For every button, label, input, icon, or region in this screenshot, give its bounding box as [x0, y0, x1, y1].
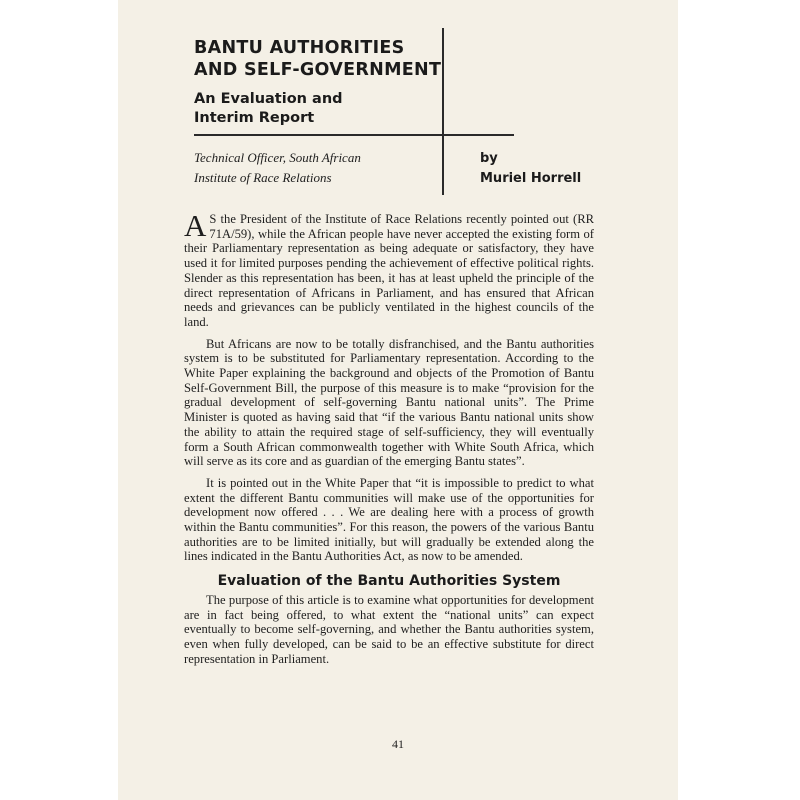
- subtitle-line-2: Interim Report: [194, 110, 315, 126]
- paragraph-3: It is pointed out in the White Paper that “it is impossible to predict to what extent the different Bantu communities will make use of the opportunities for development now offered . . . We are dealing here with a process of growth within the Bantu communities”. For this reason, the powers of the various Bantu authorities are to be limited initially, but will gradually be extended along the lines indicated in the Bantu Authorities Act, as now to be amended.: [184, 475, 594, 564]
- affiliation-line-2: Institute of Race Relations: [194, 170, 332, 185]
- author-block: [480, 149, 581, 189]
- author-affiliation: [194, 148, 361, 188]
- subtitle-line-1: An Evaluation and: [194, 91, 343, 107]
- title-line-2: AND SELF-GOVERNMENT: [194, 60, 442, 80]
- author-name: Muriel Horrell: [480, 171, 582, 186]
- article-body: [184, 208, 594, 673]
- vertical-divider: [442, 28, 444, 195]
- book-page: [118, 0, 678, 800]
- title-line-1: BANTU AUTHORITIES: [194, 38, 405, 58]
- section-heading: Evaluation of the Bantu Authorities System: [217, 573, 561, 590]
- paragraph-1: [184, 208, 594, 330]
- affiliation-line-1: Technical Officer, South African: [194, 150, 361, 165]
- paragraph-4: The purpose of this article is to examine what opportunities for development are in fact being offered, to what extent the “national units” can expect eventually to become self-governing, and whether the Bantu authorities system, even when fully developed, can be said to be an effective substitute for direct representation in Parliament.: [184, 592, 594, 666]
- drop-cap: A: [184, 208, 207, 243]
- article-subtitle: [194, 90, 343, 128]
- paragraph-1-text: S the President of the Institute of Race Relations recently pointed out (RR 71A/59), while the African people have never accepted the existing form of their Parliamentary representation as being adequate or satisfactory, they have used it for limited purposes pending the achievement of effective political rights. Slender as this representation has been, it has at least upheld the principle of the direct representation of Africans in Parliament, and has ensured that African needs and grievances can be publicly ventilated in the highest councils of the land.: [184, 212, 594, 329]
- horizontal-divider: [194, 134, 514, 136]
- page-number: 41: [392, 737, 404, 751]
- paragraph-2: But Africans are now to be totally disfranchised, and the Bantu authorities system is to be substituted for Parliamentary representation. According to the White Paper explaining the background and objects of the Promotion of Bantu Self-Government Bill, the purpose of this measure is to make “provision for the gradual development of self-governing Bantu national units”. The Prime Minister is quoted as having said that “if the various Bantu national units show the ability to attain the required stage of self-sufficiency, they will eventually form a South African commonwealth together with White South Africa, which will serve as its core and as guardian of the emerging Bantu states”.: [184, 336, 594, 469]
- author-by: by: [480, 151, 498, 166]
- article-title: [194, 37, 441, 81]
